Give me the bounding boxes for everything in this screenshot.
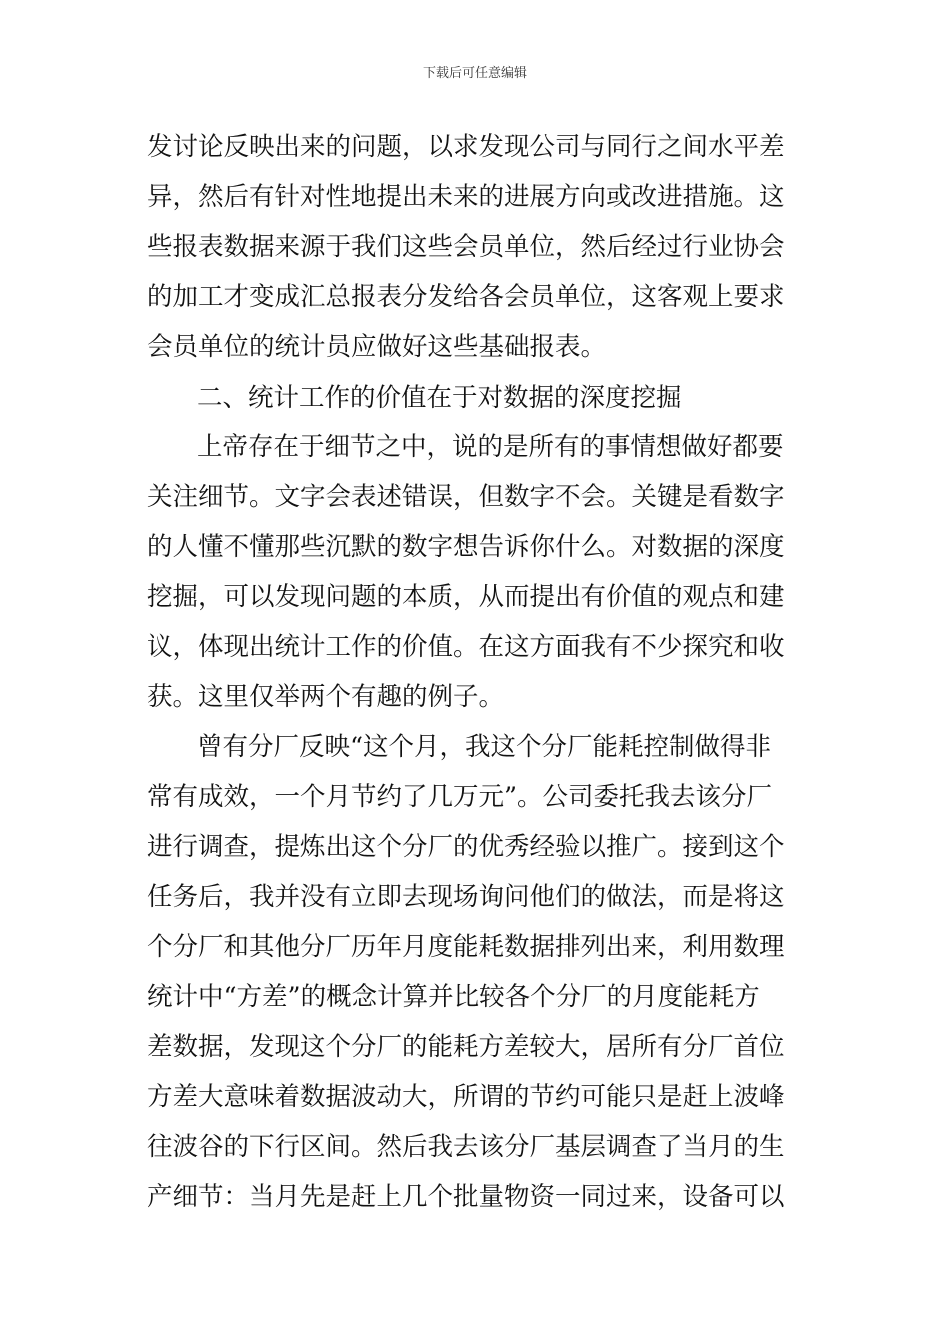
text-line: 曾有分厂反映“这个月，我这个分厂能耗控制做得非 <box>197 732 772 762</box>
text-line: 统计中“方差”的概念计算并比较各个分厂的月度能耗方 <box>147 982 760 1012</box>
section-heading: 二、统计工作的价值在于对数据的深度挖掘 <box>197 383 682 413</box>
text-line: 进行调查，提炼出这个分厂的优秀经验以推广。接到这个 <box>147 832 785 862</box>
text-line: 议，体现出统计工作的价值。在这方面我有不少探究和收 <box>147 632 785 662</box>
text-line: 获。这里仅举两个有趣的例子。 <box>147 682 505 712</box>
text-line: 些报表数据来源于我们这些会员单位，然后经过行业协会 <box>147 232 785 262</box>
text-line: 往波谷的下行区间。然后我去该分厂基层调查了当月的生 <box>147 1132 785 1162</box>
text-line: 异，然后有针对性地提出未来的进展方向或改进措施。这 <box>147 182 785 212</box>
text-line: 任务后，我并没有立即去现场询问他们的做法，而是将这 <box>147 882 785 912</box>
text-line: 关注细节。文字会表述错误，但数字不会。关键是看数字 <box>147 482 785 512</box>
text-line: 差数据，发现这个分厂的能耗方差较大，居所有分厂首位 <box>147 1032 785 1062</box>
text-line: 的加工才变成汇总报表分发给各会员单位，这客观上要求 <box>147 282 785 312</box>
text-line: 挖掘，可以发现问题的本质，从而提出有价值的观点和建 <box>147 582 785 612</box>
text-line: 产细节：当月先是赶上几个批量物资一同过来，设备可以 <box>147 1182 785 1212</box>
text-line: 方差大意味着数据波动大，所谓的节约可能只是赶上波峰 <box>147 1082 785 1112</box>
text-line: 的人懂不懂那些沉默的数字想告诉你什么。对数据的深度 <box>147 532 785 562</box>
text-line: 发讨论反映出来的问题，以求发现公司与同行之间水平差 <box>147 132 785 162</box>
text-line: 上帝存在于细节之中，说的是所有的事情想做好都要 <box>197 432 784 462</box>
text-line: 会员单位的统计员应做好这些基础报表。 <box>147 332 607 362</box>
page-header: 下载后可任意编辑 <box>422 66 527 81</box>
text-line: 个分厂和其他分厂历年月度能耗数据排列出来，利用数理 <box>147 932 785 962</box>
text-line: 常有成效，一个月节约了几万元”。公司委托我去该分厂 <box>147 782 773 812</box>
